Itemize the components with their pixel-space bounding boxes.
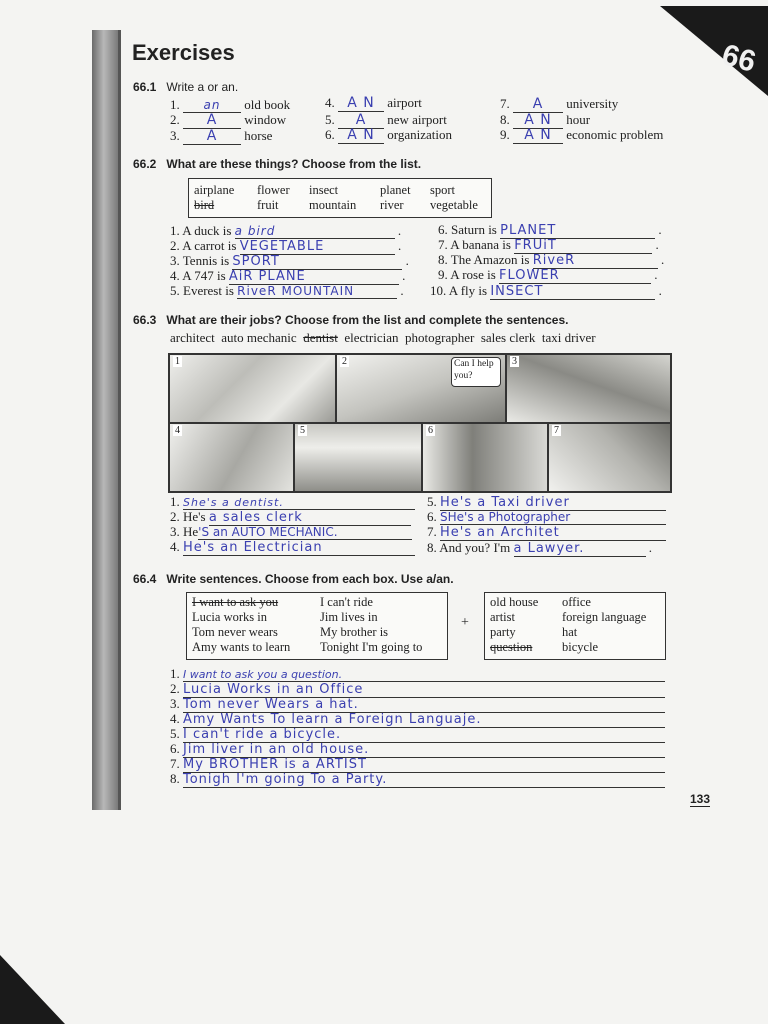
start-1: I want to ask you: [192, 595, 279, 609]
binding-strip-line: [118, 30, 121, 810]
exercise-66-3-heading: [133, 313, 568, 327]
start-7: My brother is: [320, 625, 389, 639]
picture-taxi-driver: 5: [294, 423, 422, 492]
ex1-item-6: 6. A N organization: [325, 127, 452, 143]
answer-blank[interactable]: He's an Electrician: [183, 540, 415, 556]
picture-sales-clerk: 2 Can I help you?: [336, 354, 506, 423]
end-8: bicycle: [562, 640, 599, 654]
ex4-item-3: 3. Tom never Wears a hat.: [170, 696, 665, 713]
picture-auto-mechanic: 3: [506, 354, 671, 423]
ex3-item-8: 8. And you? I'm a Lawyer. .: [427, 540, 652, 556]
answer-blank[interactable]: A N: [513, 112, 563, 129]
job-taxi-driver: taxi driver: [541, 330, 596, 345]
ex4-item-7: 7. My BROTHER is a ARTIST: [170, 756, 665, 773]
ex1-item-4: 4. A N airport: [325, 95, 422, 111]
answer-blank[interactable]: She's a dentist.: [183, 496, 415, 510]
exercise-66-1-heading: [133, 80, 238, 94]
answer-blank[interactable]: RiveR: [533, 253, 658, 269]
start-4: Amy wants to learn: [192, 640, 291, 654]
exercise-instruction: What are their jobs? Choose from the list and complete the sentences.: [166, 313, 569, 327]
end-2: artist: [490, 610, 515, 624]
job-dentist: dentist: [303, 330, 338, 345]
answer-blank[interactable]: an: [183, 98, 241, 113]
exercise-instruction: What are these things? Choose from the list.: [166, 157, 422, 171]
exercise-number: 66.4: [133, 572, 157, 586]
answer-blank[interactable]: RiveR MOUNTAIN: [237, 284, 397, 299]
word-sport: sport: [430, 183, 455, 197]
answer-blank[interactable]: AiR PLANE: [229, 269, 399, 285]
answer-line[interactable]: Jim liver in an old house.: [183, 742, 665, 758]
start-8: Tonight I'm going to: [320, 640, 423, 654]
corner-number: 66: [718, 38, 760, 79]
ex3-item-5: 5. He's a Taxi driver: [427, 494, 666, 511]
ex2-item-3: 3. Tennis is SPORT .: [170, 253, 409, 269]
ex1-item-7: 7. A university: [500, 96, 619, 112]
answer-blank[interactable]: a sales clerk: [209, 510, 411, 526]
ex2-item-6: 6. Saturn is PLANET .: [438, 222, 662, 238]
start-3: Tom never wears: [192, 625, 278, 639]
answer-blank[interactable]: SPORT: [232, 254, 402, 270]
ex1-item-2: 2. A window: [170, 112, 287, 128]
answer-line[interactable]: My BROTHER is a ARTIST: [183, 757, 665, 773]
answer-blank[interactable]: A: [183, 128, 241, 145]
answer-blank[interactable]: a bird: [235, 224, 395, 239]
exercise-66-2-heading: [133, 157, 421, 171]
ex4-item-4: 4. Amy Wants To learn a Foreign Languaje.: [170, 711, 665, 728]
ex4-item-1: 1. I want to ask you a question.: [170, 666, 665, 682]
ex3-item-1: 1. She's a dentist.: [170, 494, 415, 510]
ex2-item-10: 10. A fly is INSECT .: [430, 283, 662, 299]
answer-blank[interactable]: a Lawyer.: [514, 541, 646, 557]
end-1: old house: [490, 595, 539, 609]
ex1-item-1: 1. an old book: [170, 97, 291, 112]
answer-line[interactable]: Lucia Works in an Office: [183, 682, 665, 698]
word-fruit: fruit: [257, 198, 279, 212]
word-airplane: airplane: [194, 183, 235, 197]
exercise-number: 66.2: [133, 157, 157, 171]
ex3-item-7: 7. He's an Architet: [427, 524, 666, 541]
start-6: Jim lives in: [320, 610, 378, 624]
ex2-item-5: 5. Everest is RiveR MOUNTAIN .: [170, 283, 404, 298]
plus-sign: +: [461, 615, 469, 630]
picture-dentist: 1: [169, 354, 336, 423]
answer-blank[interactable]: FLOWER: [499, 268, 651, 284]
job-electrician: electrician: [344, 330, 399, 345]
answer-line[interactable]: Tom never Wears a hat.: [183, 697, 665, 713]
answer-blank[interactable]: A: [183, 112, 241, 129]
exercise-instruction: Write a or an.: [166, 80, 239, 94]
answer-blank[interactable]: 'S an AUTO MECHANIC.: [198, 525, 412, 540]
start-5: I can't ride: [320, 595, 373, 609]
end-5: office: [562, 595, 591, 609]
ex1-item-5: 5. A new airport: [325, 112, 447, 128]
end-7: hat: [562, 625, 578, 639]
ex1-item-3: 3. A horse: [170, 128, 273, 144]
ex1-item-9: 9. A N economic problem: [500, 127, 664, 143]
answer-blank[interactable]: A N: [338, 127, 384, 144]
word-river: river: [380, 198, 404, 212]
job-list: [170, 330, 596, 346]
answer-blank[interactable]: FRUiT: [514, 238, 652, 254]
exercise-66-4-heading: [133, 572, 454, 586]
ex4-item-2: 2. Lucia Works in an Office: [170, 681, 665, 698]
picture-architect: 7: [548, 423, 671, 492]
word-mountain: mountain: [309, 198, 357, 212]
ex2-item-4: 4. A 747 is AiR PLANE .: [170, 268, 406, 284]
end-3: party: [490, 625, 516, 639]
answer-blank[interactable]: He's an Architet: [440, 525, 666, 541]
answer-blank[interactable]: A N: [338, 95, 384, 112]
page-number: 133: [690, 792, 711, 806]
ex2-item-9: 9. A rose is FLOWER .: [438, 267, 658, 283]
word-insect: insect: [309, 183, 339, 197]
picture-photographer: 6: [422, 423, 548, 492]
job-photographer: photographer: [405, 330, 475, 345]
page-title: Exercises: [132, 40, 235, 65]
binding-strip: [92, 30, 118, 810]
exercise-number: 66.1: [133, 80, 157, 94]
ex2-item-8: 8. The Amazon is RiveR .: [438, 252, 665, 268]
answer-line[interactable]: I can't ride a bicycle.: [183, 727, 665, 743]
ex4-item-6: 6. Jim liver in an old house.: [170, 741, 665, 758]
speech-bubble-text: Can I help you?: [454, 359, 494, 381]
ex3-item-3: 3. He'S an AUTO MECHANIC.: [170, 524, 412, 540]
ex3-item-4: 4. He's an Electrician: [170, 539, 415, 556]
exercise-number: 66.3: [133, 313, 157, 327]
end-4: question: [490, 640, 533, 654]
job-auto-mechanic: auto mechanic: [221, 330, 297, 345]
ex2-item-2: 2. A carrot is VEGETABLE .: [170, 238, 402, 254]
ex4-item-8: 8. Tonigh I'm going To a Party.: [170, 771, 665, 788]
answer-blank[interactable]: A: [338, 112, 384, 129]
answer-blank[interactable]: INSECT: [490, 284, 655, 300]
ex1-item-8: 8. A N hour: [500, 112, 591, 128]
ex4-item-5: 5. I can't ride a bicycle.: [170, 726, 665, 743]
answer-line[interactable]: Amy Wants To learn a Foreign Languaje.: [183, 712, 665, 728]
picture-electrician: 4: [169, 423, 294, 492]
answer-blank[interactable]: A: [513, 96, 563, 113]
job-architect: architect: [170, 330, 215, 345]
end-6: foreign language: [562, 610, 647, 624]
word-vegetable: vegetable: [430, 198, 478, 212]
start-2: Lucia works in: [192, 610, 267, 624]
answer-line[interactable]: I want to ask you a question.: [183, 668, 665, 682]
answer-blank[interactable]: PLANET: [500, 223, 655, 239]
ex3-item-2: 2. He's a sales clerk: [170, 509, 411, 526]
ex3-item-6: 6. SHe's a Photographer: [427, 509, 666, 525]
answer-blank[interactable]: A N: [513, 127, 563, 144]
answer-blank[interactable]: VEGETABLE: [240, 239, 395, 255]
word-bird: bird: [194, 198, 215, 212]
ex2-item-7: 7. A banana is FRUiT .: [438, 237, 659, 253]
corner-shadow: [0, 955, 65, 1024]
answer-blank[interactable]: SHe's a Photographer: [440, 510, 666, 525]
ex2-item-1: 1. A duck is a bird .: [170, 223, 402, 238]
job-sales-clerk: sales clerk: [480, 330, 536, 345]
word-planet: planet: [380, 183, 411, 197]
answer-blank[interactable]: He's a Taxi driver: [440, 495, 666, 511]
word-flower: flower: [257, 183, 290, 197]
answer-line[interactable]: Tonigh I'm going To a Party.: [183, 772, 665, 788]
exercise-instruction: Write sentences. Choose from each box. Use a/an.: [166, 572, 454, 586]
